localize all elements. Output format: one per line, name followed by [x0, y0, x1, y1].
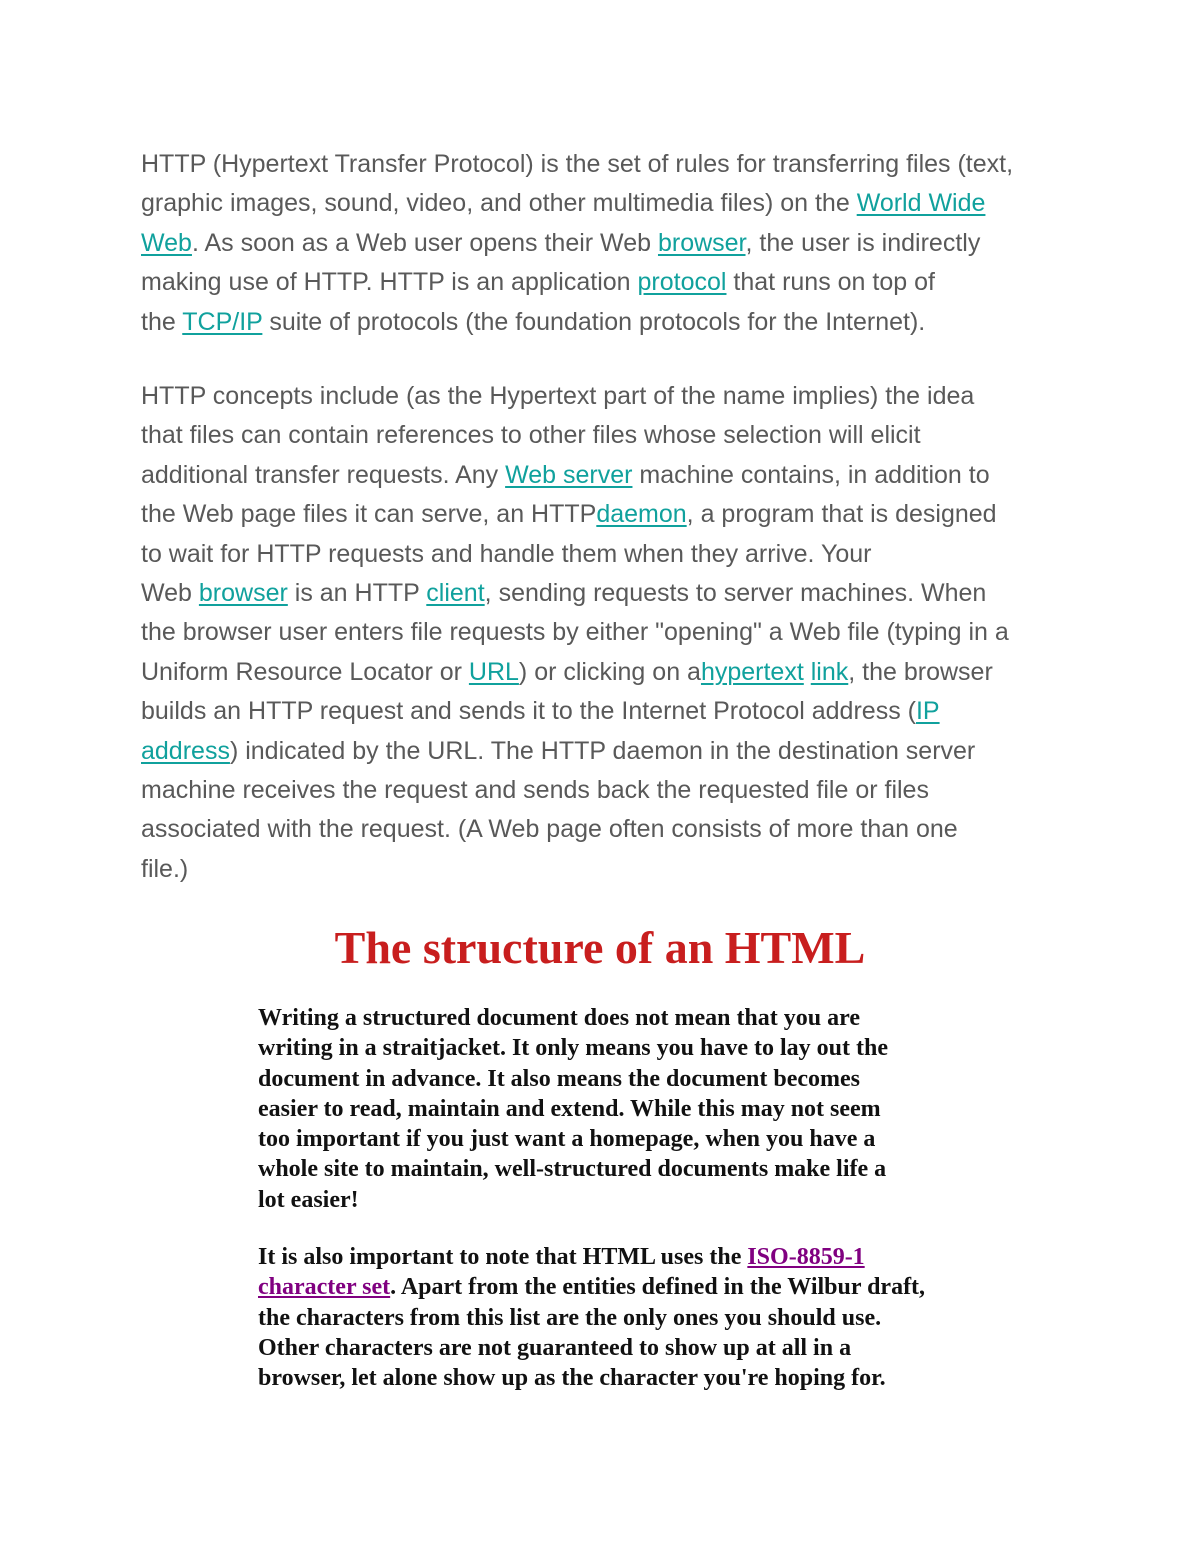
link-browser-2[interactable]: browser: [198, 579, 288, 608]
text-run: . As soon as a Web user opens their Web: [191, 228, 658, 257]
text-line: [258, 1272, 1018, 1302]
text-line: [141, 416, 1071, 455]
text-run: , a program that is designed: [686, 500, 997, 529]
text-run: whole site to maintain, well-structured documents make life a: [258, 1156, 887, 1183]
text-run: too important if you just want a homepage, when you have a: [258, 1126, 876, 1153]
text-line: [141, 184, 1071, 223]
text-run: additional transfer requests. Any: [141, 460, 506, 489]
text-line: [141, 263, 1071, 302]
text-run: ) indicated by the URL. The HTTP daemon in the destination server: [229, 736, 976, 765]
text-line: [258, 1242, 1018, 1272]
link-ip-address[interactable]: IP: [915, 697, 940, 726]
text-line: [141, 692, 1071, 731]
link-ip-address-cont[interactable]: address: [141, 736, 230, 765]
text-line: [141, 145, 1071, 184]
text-run: machine contains, in addition to: [632, 460, 990, 489]
link-tcp-ip[interactable]: TCP/IP: [182, 307, 263, 336]
link-hypertext[interactable]: hypertext: [700, 657, 804, 686]
text-run: the Web page files it can serve, an HTTP: [141, 500, 597, 529]
structure-paragraph: [258, 1003, 1018, 1215]
link-protocol[interactable]: protocol: [637, 268, 727, 297]
text-line: [258, 1064, 1018, 1094]
text-run: writing in a straitjacket. It only means you have to lay out the: [258, 1035, 888, 1062]
text-line: [141, 732, 1071, 771]
text-run: browser, let alone show up as the character you're hoping for.: [258, 1365, 886, 1392]
text-line: [141, 377, 1071, 416]
text-run: document in advance. It also means the document becomes: [258, 1065, 860, 1092]
text-run: graphic images, sound, video, and other multimedia files) on the: [141, 189, 857, 218]
text-run: file.): [141, 854, 189, 883]
text-run: making use of HTTP. HTTP is an application: [141, 268, 638, 297]
http-intro-paragraph: [141, 145, 1071, 342]
link-world-wide-web[interactable]: World Wide: [856, 189, 986, 218]
text-line: [258, 1154, 1018, 1184]
text-line: [141, 224, 1071, 263]
text-run: the characters from this list are the only ones you should use.: [258, 1304, 882, 1331]
text-run: easier to read, maintain and extend. While this may not seem: [258, 1095, 881, 1122]
link-link[interactable]: link: [810, 657, 849, 686]
text-run: associated with the request. (A Web page often consists of more than one: [141, 815, 958, 844]
text-run: It is also important to note that HTML uses the: [258, 1244, 748, 1270]
text-run: that files can contain references to other files whose selection will elicit: [141, 421, 921, 450]
text-run: , sending requests to server machines. When: [484, 579, 987, 608]
charset-paragraph: [258, 1242, 1018, 1393]
link-world-wide-web-cont[interactable]: Web: [141, 228, 192, 257]
link-web-server[interactable]: Web server: [505, 460, 633, 489]
text-run: that runs on top of: [726, 268, 935, 297]
link-character-set[interactable]: character set: [258, 1274, 391, 1301]
text-run: HTTP concepts include (as the Hypertext part of the name implies) the idea: [141, 382, 975, 410]
text-line: [141, 495, 1071, 534]
text-run: suite of protocols (the foundation protocols for the Internet).: [262, 307, 926, 336]
text-line: [141, 850, 1071, 889]
link-browser[interactable]: browser: [657, 228, 746, 257]
text-run: Web: [141, 579, 199, 608]
text-line: [141, 303, 1071, 342]
text-line: [141, 574, 1071, 613]
link-url[interactable]: URL: [468, 657, 519, 686]
text-line: [141, 653, 1071, 692]
text-run: , the browser: [848, 657, 993, 686]
text-run: [804, 658, 811, 686]
text-line: [258, 1185, 1018, 1215]
link-client[interactable]: client: [426, 579, 485, 608]
http-concepts-paragraph: [141, 377, 1071, 889]
text-line: [258, 1363, 1018, 1393]
text-run: is an HTTP: [287, 579, 427, 608]
text-line: [258, 1124, 1018, 1154]
text-line: [258, 1333, 1018, 1363]
text-run: machine receives the request and sends back the requested file or files: [141, 776, 929, 805]
text-run: to wait for HTTP requests and handle them when they arrive. Your: [141, 539, 872, 568]
text-line: [141, 535, 1071, 574]
text-run: builds an HTTP request and sends it to the Internet Protocol address (: [141, 697, 916, 726]
text-run: Other characters are not guaranteed to show up at all in a: [258, 1334, 852, 1361]
text-line: [141, 771, 1071, 810]
text-run: the browser user enters file requests by either "opening" a Web file (typing in a: [141, 618, 1009, 647]
text-line: [258, 1003, 1018, 1033]
text-run: lot easier!: [258, 1186, 359, 1213]
section-heading: The structure of an HTML: [334, 922, 866, 973]
text-run: ) or clicking on a: [518, 657, 701, 686]
text-run: the: [141, 307, 183, 336]
text-line: [141, 456, 1071, 495]
link-iso-8859-1[interactable]: ISO-8859-1: [747, 1244, 865, 1270]
text-line: [258, 1303, 1018, 1333]
text-line: [258, 1033, 1018, 1063]
link-daemon[interactable]: daemon: [596, 500, 687, 529]
text-line: [141, 613, 1071, 652]
text-run: , the user is indirectly: [745, 228, 981, 257]
text-line: [141, 810, 1071, 849]
text-line: [258, 1094, 1018, 1124]
text-run: HTTP (Hypertext Transfer Protocol) is the set of rules for transferring files (text,: [141, 150, 1014, 178]
text-run: Uniform Resource Locator or: [141, 657, 469, 686]
text-run: . Apart from the entities defined in the Wilbur draft,: [390, 1274, 926, 1301]
text-run: Writing a structured document does not mean that you are: [258, 1005, 860, 1031]
